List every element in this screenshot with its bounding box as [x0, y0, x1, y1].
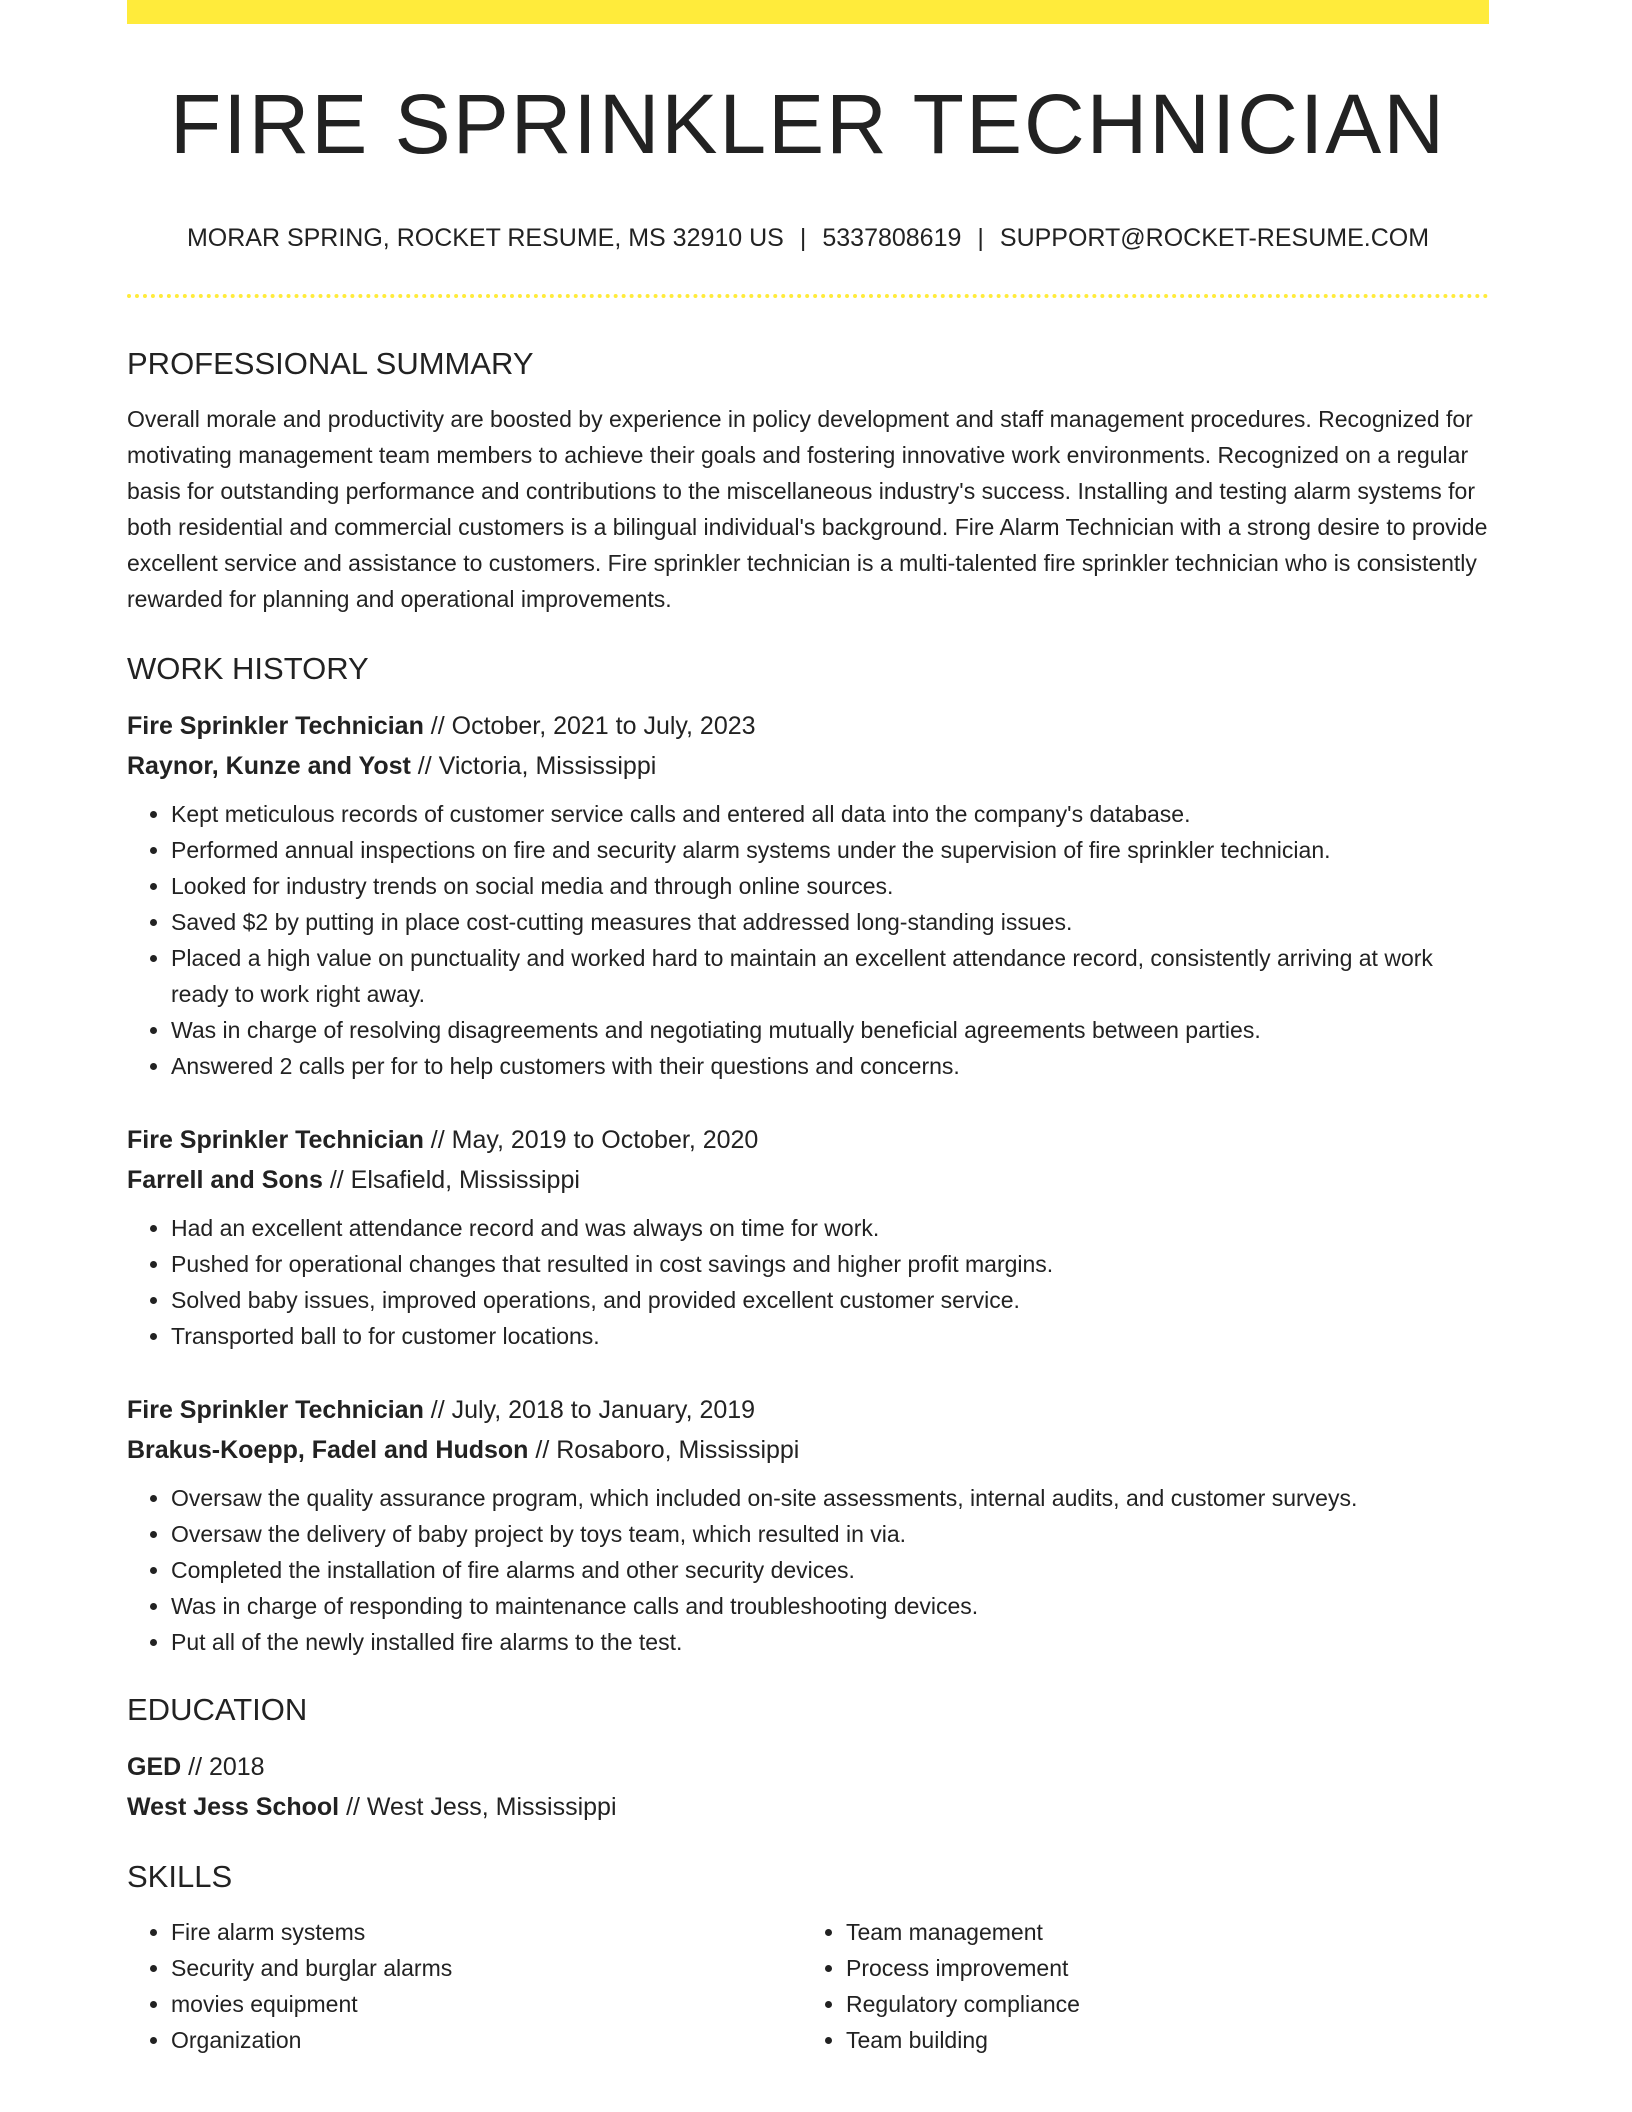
skills-grid — [127, 1914, 1489, 2058]
skill-item: • Organization — [171, 2022, 802, 2058]
accent-top-bar — [127, 0, 1489, 24]
job-company-line — [127, 746, 1489, 786]
job-title: Fire Sprinkler Technician — [127, 1126, 424, 1154]
skills-heading: SKILLS — [127, 1859, 233, 1894]
job-bullet: • Looked for industry trends on social media and through online sources. — [171, 868, 1489, 904]
job-dates: // July, 2018 to January, 2019 — [423, 1396, 756, 1424]
job-bullet: • Completed the installation of fire alarms and other security devices. — [171, 1552, 1489, 1588]
skill-item: • Regulatory compliance — [846, 1986, 1477, 2022]
summary-text: Overall morale and productivity are boosted by experience in policy development and staff management procedures. Recognized for motivating management team members to achieve their goals and fostering innovative work environments. Recognized on a regular basis for outstanding performance and contributions to the miscellaneous industry's success. Installing and testing alarm systems for both residential and commercial customers is a bilingual individual's background. Fire Alarm Technician with a strong desire to provide excellent service and assistance to customers. Fire sprinkler technician is a multi-talented fire sprinkler technician who is consistently rewarded for planning and operational improvements. — [127, 406, 1488, 612]
skill-item: • Team building — [846, 2022, 1477, 2058]
skill-item: • Security and burglar alarms — [171, 1950, 802, 1986]
job-bullet: • Transported ball to for customer locations. — [171, 1318, 1489, 1354]
education-degree: GED — [127, 1753, 182, 1781]
job-dates: // October, 2021 to July, 2023 — [423, 712, 756, 740]
job-location: // Rosaboro, Mississippi — [528, 1436, 800, 1464]
job-bullet: • Oversaw the delivery of baby project by toys team, which resulted in via. — [171, 1516, 1489, 1552]
education-degree-line — [127, 1747, 1489, 1787]
education-location: // West Jess, Mississippi — [339, 1793, 617, 1821]
job-bullet: • Solved baby issues, improved operations, and provided excellent customer service. — [171, 1282, 1489, 1318]
job-bullet: • Was in charge of resolving disagreements and negotiating mutually beneficial agreements between parties. — [171, 1012, 1489, 1048]
job-dates: // May, 2019 to October, 2020 — [423, 1126, 759, 1154]
job-location: // Elsafield, Mississippi — [322, 1166, 580, 1194]
skills-column-left — [127, 1914, 802, 2058]
job-company: Raynor, Kunze and Yost — [127, 752, 411, 780]
job-location: // Victoria, Mississippi — [410, 752, 657, 780]
contact-separator: | — [799, 224, 807, 252]
job-entry — [127, 1120, 1489, 1354]
job-title: Fire Sprinkler Technician — [127, 1396, 424, 1424]
job-title-line — [127, 1120, 1489, 1160]
education-entry — [127, 1747, 1489, 1827]
contact-email: SUPPORT@ROCKET-RESUME.COM — [999, 224, 1430, 252]
job-bullet: • Kept meticulous records of customer service calls and entered all data into the company's database. — [171, 796, 1489, 832]
job-company: Farrell and Sons — [127, 1166, 323, 1194]
contact-phone: 5337808619 — [822, 224, 962, 252]
job-bullet-list — [127, 1210, 1489, 1354]
job-bullet: • Was in charge of responding to maintenance calls and troubleshooting devices. — [171, 1588, 1489, 1624]
job-bullet: • Had an excellent attendance record and was always on time for work. — [171, 1210, 1489, 1246]
job-bullet: • Performed annual inspections on fire and security alarm systems under the supervision of fire sprinkler technician. — [171, 832, 1489, 868]
job-company: Brakus-Koepp, Fadel and Hudson — [127, 1436, 529, 1464]
skill-item: • Process improvement — [846, 1950, 1477, 1986]
job-bullet: • Placed a high value on punctuality and worked hard to maintain an excellent attendance record, consistently arriving at work ready to work right away. — [171, 940, 1489, 1012]
education-heading: EDUCATION — [127, 1692, 308, 1727]
job-bullet: • Answered 2 calls per for to help customers with their questions and concerns. — [171, 1048, 1489, 1084]
job-title-line — [127, 706, 1489, 746]
skill-item: • movies equipment — [171, 1986, 802, 2022]
contact-address: MORAR SPRING, ROCKET RESUME, MS 32910 US — [186, 224, 784, 252]
education-school-line — [127, 1787, 1489, 1827]
job-bullet: • Saved $2 by putting in place cost-cutting measures that addressed long-standing issues. — [171, 904, 1489, 940]
job-title: Fire Sprinkler Technician — [127, 712, 424, 740]
resume-title: FIRE SPRINKLER TECHNICIAN — [170, 77, 1446, 171]
job-company-line — [127, 1430, 1489, 1470]
contact-separator: | — [977, 224, 984, 252]
job-bullet: • Oversaw the quality assurance program, which included on-site assessments, internal audits, and customer surveys. — [171, 1480, 1489, 1516]
job-bullet-list — [127, 1480, 1489, 1660]
skills-column-right — [802, 1914, 1477, 2058]
dotted-divider — [127, 294, 1489, 298]
job-bullet: • Put all of the newly installed fire alarms to the test. — [171, 1624, 1489, 1660]
job-title-line — [127, 1390, 1489, 1430]
skill-item: • Fire alarm systems — [171, 1914, 802, 1950]
work-history-heading: WORK HISTORY — [127, 651, 369, 686]
job-entry — [127, 706, 1489, 1084]
education-year: // 2018 — [181, 1753, 265, 1781]
education-school: West Jess School — [127, 1793, 340, 1821]
job-bullet-list — [127, 796, 1489, 1084]
contact-line — [127, 226, 1489, 251]
resume-page — [127, 0, 1489, 2058]
job-entry — [127, 1390, 1489, 1660]
summary-heading: PROFESSIONAL SUMMARY — [127, 346, 534, 381]
job-bullet: • Pushed for operational changes that resulted in cost savings and higher profit margins. — [171, 1246, 1489, 1282]
skill-item: • Team management — [846, 1914, 1477, 1950]
job-company-line — [127, 1160, 1489, 1200]
